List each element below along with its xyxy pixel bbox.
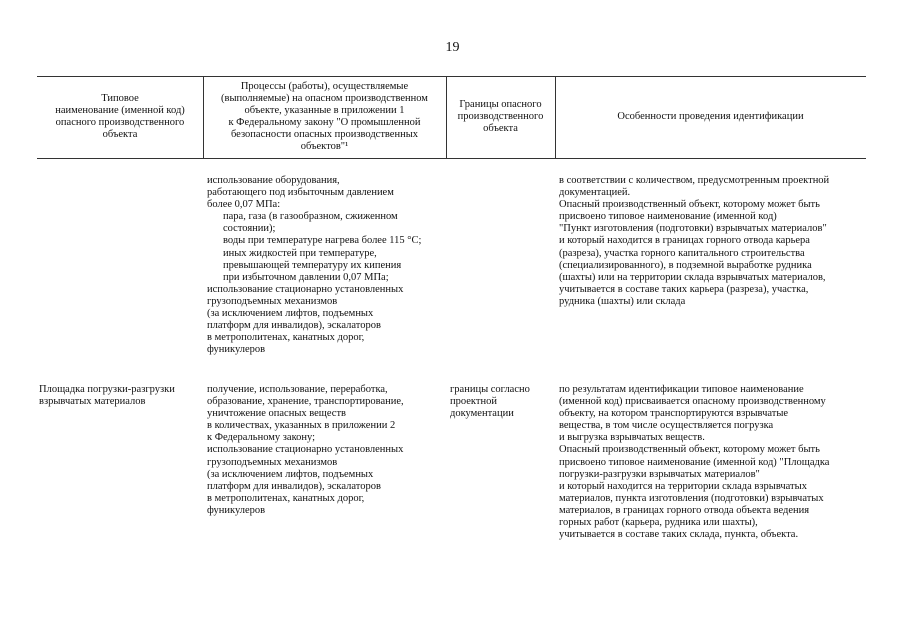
row2-processes xyxy=(207,384,404,517)
page-number: 19 xyxy=(445,40,460,55)
text-line: использование стационарно установленных xyxy=(207,444,404,456)
text-line: объекту, на котором транспортируются взрывчатые xyxy=(559,408,789,420)
text-line: превышающей температуру их кипения xyxy=(223,259,402,271)
text-line: пара, газа (в газообразном, сжиженном xyxy=(223,211,398,223)
text-line: в соответствии с количеством, предусмотренным проектной xyxy=(559,175,830,186)
row2-object-name xyxy=(39,384,175,408)
text-line: и который находится на территории склада взрывчатых xyxy=(559,480,807,492)
text-line: Особенности проведения идентификации xyxy=(617,111,804,122)
text-line: безопасности опасных производственных xyxy=(230,129,419,140)
text-line: (именной код) присваивается опасному производственному xyxy=(559,396,826,408)
text-line: (за исключением лифтов, подъемных xyxy=(207,308,374,320)
text-line: использование оборудования, xyxy=(207,175,340,186)
text-line: использование стационарно установленных xyxy=(207,283,404,295)
text-line: Площадка погрузки-разгрузки xyxy=(39,384,175,395)
text-line: (за исключением лифтов, подъемных xyxy=(207,468,374,480)
text-line: по результатам идентификации типовое наименование xyxy=(559,384,804,395)
text-line: к Федеральному закону; xyxy=(207,432,316,444)
text-line: (специализированного), в подземной выработке рудника xyxy=(559,259,812,271)
text-line: в метрополитенах, канатных дорог, xyxy=(207,492,365,504)
text-line: горных работ (карьера, рудника или шахты), xyxy=(559,517,758,529)
text-line: учитывается в составе таких карьера (разреза), участка, xyxy=(559,283,809,295)
text-line: границы согласно xyxy=(450,384,530,395)
text-line: документации xyxy=(450,408,514,420)
text-line: объекта xyxy=(102,129,138,140)
text-line: получение, использование, переработка, xyxy=(207,384,388,395)
text-line: (шахты) или на территории склада взрывчатых материалов, xyxy=(559,271,826,283)
text-line: взрывчатых материалов xyxy=(39,396,146,408)
row2-features xyxy=(559,384,829,541)
text-line: материалов, пункта изготовления (подготовки) взрывчатых xyxy=(559,492,824,504)
row1-processes xyxy=(207,175,421,356)
text-line: платформ для инвалидов), эскалаторов xyxy=(207,320,381,332)
text-line: объектов"¹ xyxy=(300,141,349,152)
text-line: образование, хранение, транспортирование, xyxy=(207,396,404,408)
text-line: состоянии); xyxy=(223,223,276,235)
text-line: объекте, указанные в приложении 1 xyxy=(244,105,405,116)
text-line: более 0,07 МПа: xyxy=(207,199,281,211)
header-identification-features xyxy=(555,76,866,158)
text-line: рудника (шахты) или склада xyxy=(559,295,686,307)
text-line: проектной xyxy=(450,396,497,408)
text-line: фуникулеров xyxy=(207,504,266,516)
header-boundaries xyxy=(446,76,555,158)
text-line: присвоено типовое наименование (именной код) xyxy=(559,211,777,223)
text-line: Опасный производственный объект, которому может быть xyxy=(559,199,820,211)
text-line: грузоподъемных механизмов xyxy=(207,456,338,468)
text-line: при избыточном давлении 0,07 МПа; xyxy=(223,271,389,283)
text-line: Опасный производственный объект, которому может быть xyxy=(559,444,820,456)
text-line: документацией. xyxy=(559,187,631,199)
header-object-name xyxy=(37,76,203,158)
text-line: (выполняемые) на опасном производственном xyxy=(221,93,428,104)
text-line: наименование (именной код) xyxy=(55,105,185,116)
text-line: в количествах, указанных в приложении 2 xyxy=(207,420,396,432)
text-line: фуникулеров xyxy=(207,344,266,356)
text-line: вещества, в том числе осуществляется погрузка xyxy=(559,420,774,432)
text-line: иных жидкостей при температуре, xyxy=(223,247,377,259)
text-line: объекта xyxy=(483,123,518,134)
text-line: грузоподъемных механизмов xyxy=(207,295,338,307)
text-line: Типовое xyxy=(101,93,139,104)
text-line: присвоено типовое наименование (именной код) "Площадка xyxy=(559,456,830,468)
text-line: Процессы (работы), осуществляемые xyxy=(240,81,409,92)
header-processes xyxy=(203,76,446,158)
row2-boundaries xyxy=(450,384,530,420)
text-line: в метрополитенах, канатных дорог, xyxy=(207,332,365,344)
text-line: погрузки-разгрузки взрывчатых материалов" xyxy=(559,468,760,480)
text-line: к Федеральному закону "О промышленной xyxy=(228,117,421,128)
row1-features xyxy=(559,175,829,308)
text-line: производственного xyxy=(457,111,544,122)
text-line: материалов, в границах горного отвода объекта ведения xyxy=(559,504,810,516)
text-line: уничтожение опасных веществ xyxy=(207,408,347,420)
text-line: Границы опасного xyxy=(459,99,542,110)
text-line: учитывается в составе таких склада, пункта, объекта. xyxy=(559,529,799,541)
text-line: работающего под избыточным давлением xyxy=(207,187,394,199)
header-bottom-rule xyxy=(37,158,866,159)
text-line: воды при температуре нагрева более 115 °С; xyxy=(223,235,422,247)
text-line: и который находится в границах горного отвода карьера xyxy=(559,235,810,247)
text-line: платформ для инвалидов), эскалаторов xyxy=(207,480,381,492)
text-line: (разреза), участка горного капитального строительства xyxy=(559,247,805,259)
text-line: и выгрузка взрывчатых веществ. xyxy=(559,432,705,444)
text-line: "Пункт изготовления (подготовки) взрывчатых материалов" xyxy=(559,223,827,235)
text-line: опасного производственного xyxy=(55,117,185,128)
